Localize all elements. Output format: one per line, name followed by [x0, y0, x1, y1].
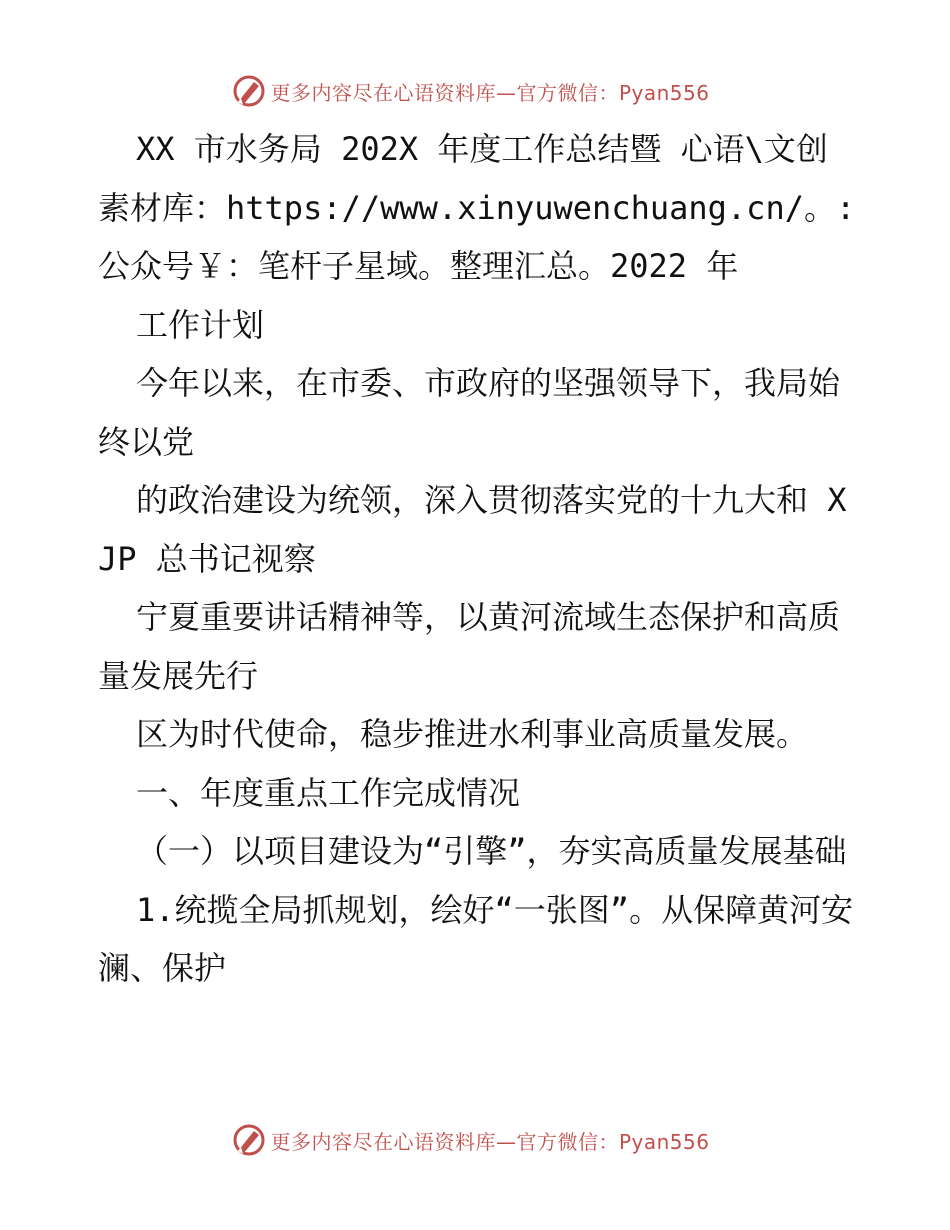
paragraph: 工作计划: [136, 305, 265, 344]
pen-logo-icon: [232, 1123, 266, 1157]
paragraph: 1.统揽全局抓规划，绘好“一张图”。从保障黄河安澜、保护: [98, 890, 854, 987]
paragraph: XX 市水务局 202X 年度工作总结暨 心语\文创素材库：https://www.xinyuwenchuang.cn/。:公众号￥：笔杆子星域。整理汇总。2022 年: [98, 130, 856, 285]
document-body: [98, 120, 858, 998]
subsection-heading: （一）以项目建设为“引擎”，夯实高质量发展基础: [136, 832, 847, 870]
paragraph: 今年以来，在市委、市政府的坚强领导下，我局始终以党: [98, 364, 841, 461]
paragraph: 宁夏重要讲话精神等，以黄河流域生态保护和高质量发展先行: [98, 598, 841, 695]
paragraph: 区为时代使命，稳步推进水利事业高质量发展。: [136, 715, 809, 753]
footer-watermark: [0, 1120, 950, 1160]
header-watermark: [0, 71, 950, 111]
watermark-text: 更多内容尽在心语资料库—官方微信：Pyan556: [270, 1129, 710, 1154]
pen-logo-icon: [232, 74, 266, 108]
watermark-text: 更多内容尽在心语资料库—官方微信：Pyan556: [270, 80, 710, 105]
section-heading: 一、年度重点工作完成情况: [136, 773, 521, 812]
paragraph: 的政治建设为统领，深入贯彻落实党的十九大和 XJP 总书记视察: [98, 481, 847, 578]
